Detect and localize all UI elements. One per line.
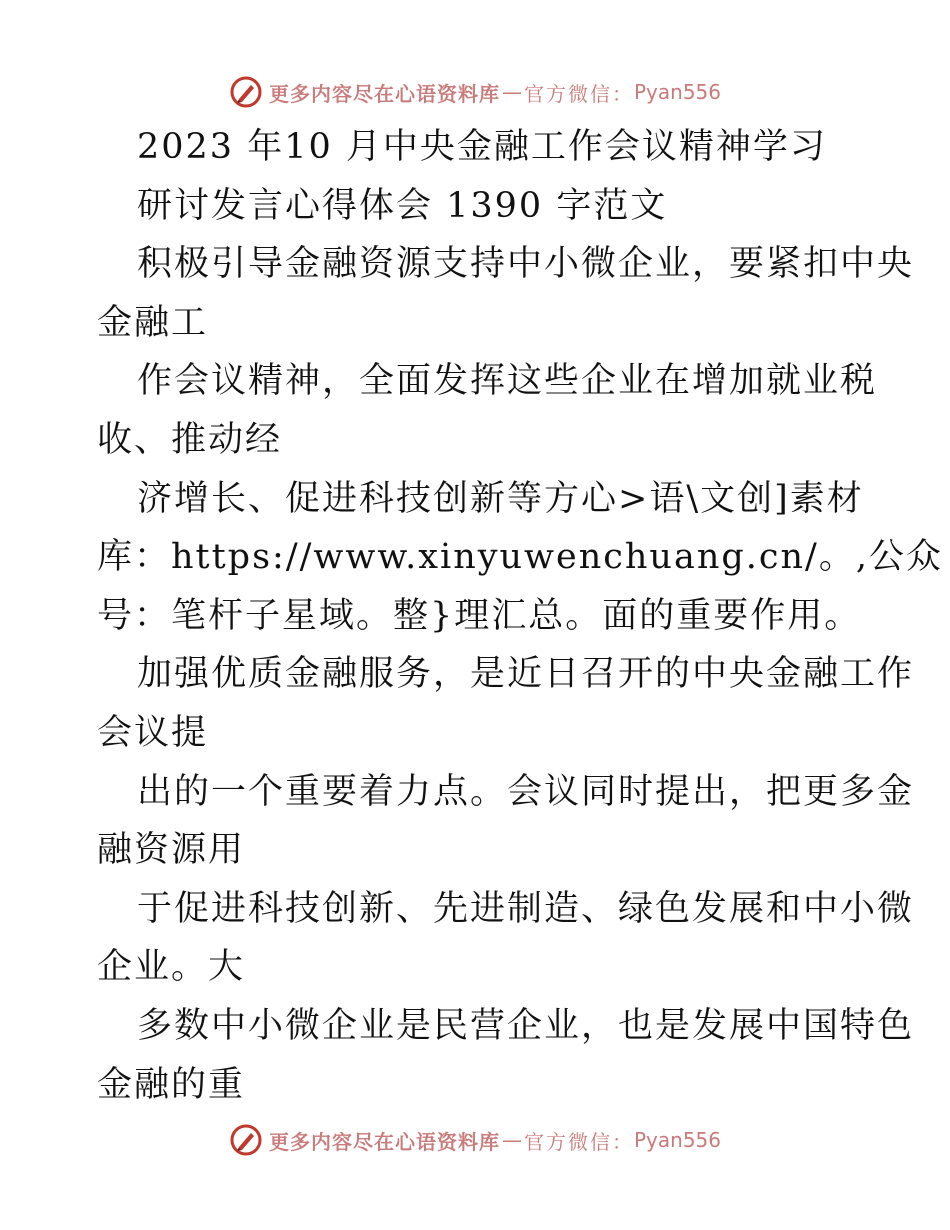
paragraph-line: 济增长、促进科技创新等方心>语\文创]素材 [137, 478, 864, 519]
paragraph-line: 企业。大 [97, 947, 246, 988]
watermark-wechat-id: Pyan556 [633, 80, 721, 104]
watermark-wechat-label: 官方微信： [523, 1129, 634, 1154]
doc-title-line-1: 2023 年10 月中央金融工作会议精神学习 [137, 127, 827, 167]
paragraph-line: 会议提 [97, 712, 209, 753]
paragraph-line: 融资源用 [97, 830, 246, 871]
header-watermark [0, 72, 950, 112]
pen-nib-logo-icon [229, 1123, 263, 1157]
watermark-text: 更多内容尽在心语资料库 [268, 81, 500, 106]
document-body [97, 118, 943, 1114]
paragraph-line: 出的一个重要着力点。会议同时提出，把更多金 [137, 771, 915, 812]
doc-title-line-2: 研讨发言心得体会 1390 字范文 [137, 185, 668, 226]
paragraph-line: 号：笔杆子星域。整}理汇总。面的重要作用。 [97, 595, 862, 636]
paragraph-line: 于促进科技创新、先进制造、绿色发展和中小微 [137, 888, 915, 929]
paragraph-line: 金融工 [97, 302, 209, 343]
footer-watermark [0, 1120, 950, 1160]
pen-nib-logo-icon [229, 75, 263, 109]
paragraph-line: 收、推动经 [97, 419, 283, 460]
watermark-text: 更多内容尽在心语资料库 [268, 1129, 500, 1154]
watermark-dash: — [501, 80, 522, 104]
paragraph-line: 金融的重 [97, 1064, 246, 1105]
paragraph-line: 多数中小微企业是民营企业，也是发展中国特色 [137, 1005, 915, 1046]
paragraph-line: 加强优质金融服务，是近日召开的中央金融工作 [137, 654, 915, 695]
paragraph-line: 库：https://www.xinyuwenchuang.cn/。,公众 [97, 537, 943, 578]
watermark-wechat-id: Pyan556 [633, 1128, 721, 1152]
watermark-dash: — [501, 1128, 522, 1152]
paragraph-line: 积极引导金融资源支持中小微企业，要紧扣中央 [137, 244, 915, 285]
watermark-wechat-label: 官方微信： [523, 81, 634, 106]
paragraph-line: 作会议精神，全面发挥这些企业在增加就业税 [137, 361, 878, 402]
